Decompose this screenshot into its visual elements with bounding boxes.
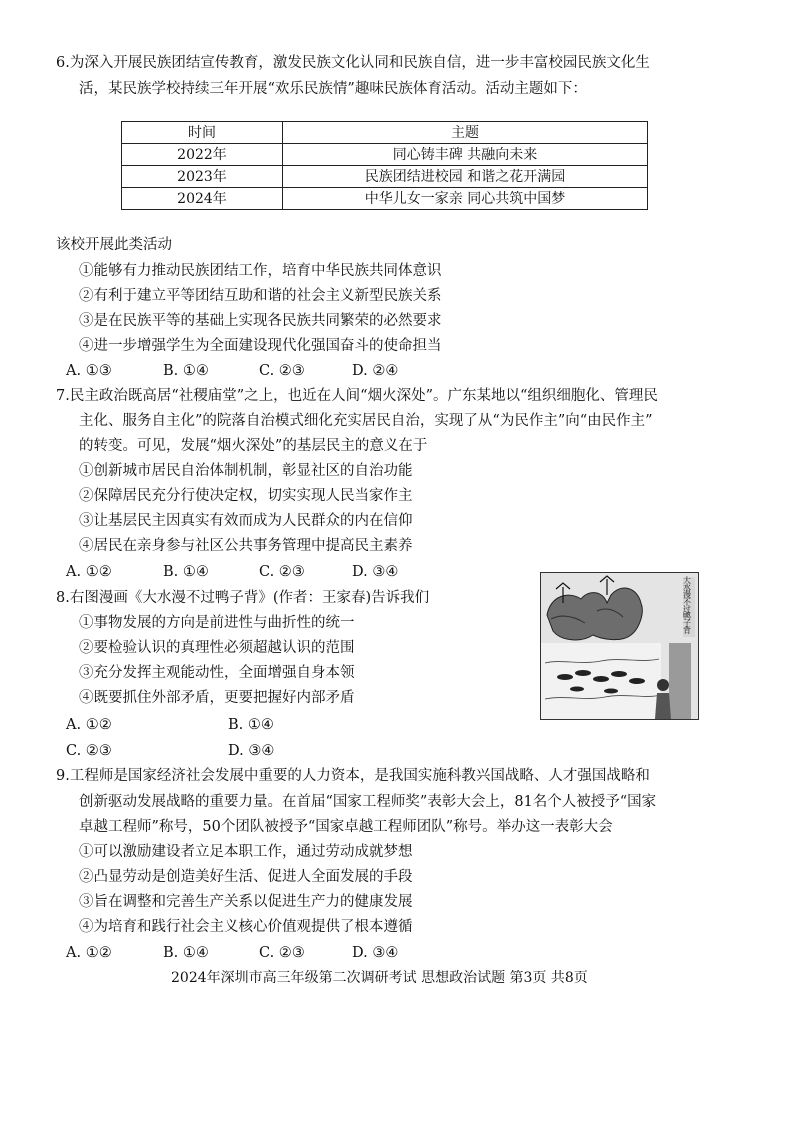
q7-line2: 主化、服务自主化”的院落自治模式细化充实居民自治，实现了从“为民作主”向“由民作主” xyxy=(79,413,653,429)
cartoon-image xyxy=(540,572,699,720)
q9-option-d[interactable]: D. ③④ xyxy=(352,945,399,961)
q6-item: ①能够有力推动民族团结工作，培育中华民族共同体意识 xyxy=(79,263,442,279)
q9-item: ④为培育和践行社会主义核心价值观提供了根本遵循 xyxy=(79,919,413,935)
table-cell: 同心铸丰碑 共融向未来 xyxy=(283,144,648,166)
table-cell: 中华儿女一家亲 同心共筑中国梦 xyxy=(283,188,648,210)
q6-item: ②有利于建立平等团结互助和谐的社会主义新型民族关系 xyxy=(79,288,442,304)
table-cell: 2024年 xyxy=(122,188,283,210)
q8-option-b[interactable]: B. ①④ xyxy=(228,717,274,733)
q9-line3: 卓越工程师”称号，50个团队被授予“国家卓越工程师团队”称号。举办这一表彰大会 xyxy=(79,819,613,835)
q7-option-d[interactable]: D. ③④ xyxy=(352,564,399,580)
table-header-cell: 主题 xyxy=(283,122,648,144)
q9-option-c[interactable]: C. ②③ xyxy=(259,945,305,961)
q6-option-d[interactable]: D. ②④ xyxy=(352,363,399,379)
q8-item: ④既要抓住外部矛盾，更要把握好内部矛盾 xyxy=(79,690,355,706)
q6-option-b[interactable]: B. ①④ xyxy=(163,363,209,379)
q9-option-b[interactable]: B. ①④ xyxy=(163,945,209,961)
table-row xyxy=(122,166,648,188)
q9-line2: 创新驱动发展战略的重要力量。在首届“国家工程师奖”表彰大会上，81名个人被授予“国家 xyxy=(79,794,657,810)
q6-option-a[interactable]: A. ①③ xyxy=(66,363,112,379)
q8-item: ①事物发展的方向是前进性与曲折性的统一 xyxy=(79,615,355,631)
q8-item: ③充分发挥主观能动性，全面增强自身本领 xyxy=(79,665,355,681)
q6-item: ③是在民族平等的基础上实现各民族共同繁荣的必然要求 xyxy=(79,313,442,329)
table-row xyxy=(122,144,648,166)
q9-line1: 9.工程师是国家经济社会发展中重要的人力资本，是我国实施科教兴国战略、人才强国战略和 xyxy=(56,768,650,784)
q8-option-d[interactable]: D. ③④ xyxy=(228,743,275,759)
table-cell: 民族团结进校园 和谐之花开满园 xyxy=(283,166,648,188)
q7-option-a[interactable]: A. ①② xyxy=(66,564,112,580)
table-cell: 2022年 xyxy=(122,144,283,166)
q6-stem: 该校开展此类活动 xyxy=(56,237,172,253)
table-row xyxy=(122,188,648,210)
q8-option-a[interactable]: A. ①② xyxy=(66,717,112,733)
q9-item: ②凸显劳动是创造美好生活、促进人全面发展的手段 xyxy=(79,869,413,885)
q7-item: ②保障居民充分行使决定权，切实实现人民当家作主 xyxy=(79,488,413,504)
q7-item: ①创新城市居民自治体制机制，彰显社区的自治功能 xyxy=(79,463,413,479)
q7-option-b[interactable]: B. ①④ xyxy=(163,564,209,580)
table-header-row xyxy=(122,122,648,144)
table-cell: 2023年 xyxy=(122,166,283,188)
q8-line1: 8.右图漫画《大水漫不过鸭子背》(作者：王家春)告诉我们 xyxy=(56,590,430,606)
q7-line1: 7.民主政治既高居“社稷庙堂”之上，也近在人间“烟火深处”。广东某地以“组织细胞化、管理民 xyxy=(56,388,658,404)
theme-table xyxy=(121,121,648,210)
q7-option-c[interactable]: C. ②③ xyxy=(259,564,305,580)
q9-item: ③旨在调整和完善生产关系以促进生产力的健康发展 xyxy=(79,894,413,910)
q6-line1: 6.为深入开展民族团结宣传教育，激发民族文化认同和民族自信，进一步丰富校园民族文化生 xyxy=(56,55,650,71)
q7-line3: 的转变。可见，发展“烟火深处”的基层民主的意义在于 xyxy=(79,438,428,454)
table-header-cell: 时间 xyxy=(122,122,283,144)
q6-line2: 活，某民族学校持续三年开展“欢乐民族情”趣味民族体育活动。活动主题如下： xyxy=(79,81,587,97)
q6-option-c[interactable]: C. ②③ xyxy=(259,363,305,379)
q8-item: ②要检验认识的真理性必须超越认识的范围 xyxy=(79,640,355,656)
q9-option-a[interactable]: A. ①② xyxy=(66,945,112,961)
cartoon-title: 大水漫不过鸭子背 xyxy=(683,576,691,636)
q7-item: ③让基层民主因真实有效而成为人民群众的内在信仰 xyxy=(79,513,413,529)
q6-item: ④进一步增强学生为全面建设现代化强国奋斗的使命担当 xyxy=(79,338,442,354)
q7-item: ④居民在亲身参与社区公共事务管理中提高民主素养 xyxy=(79,538,413,554)
cartoon-drawing xyxy=(541,573,698,719)
q9-item: ①可以激励建设者立足本职工作，通过劳动成就梦想 xyxy=(79,844,413,860)
page-footer: 2024年深圳市高三年级第二次调研考试 思想政治试题 第3页 共8页 xyxy=(171,970,588,986)
q8-option-c[interactable]: C. ②③ xyxy=(66,743,112,759)
